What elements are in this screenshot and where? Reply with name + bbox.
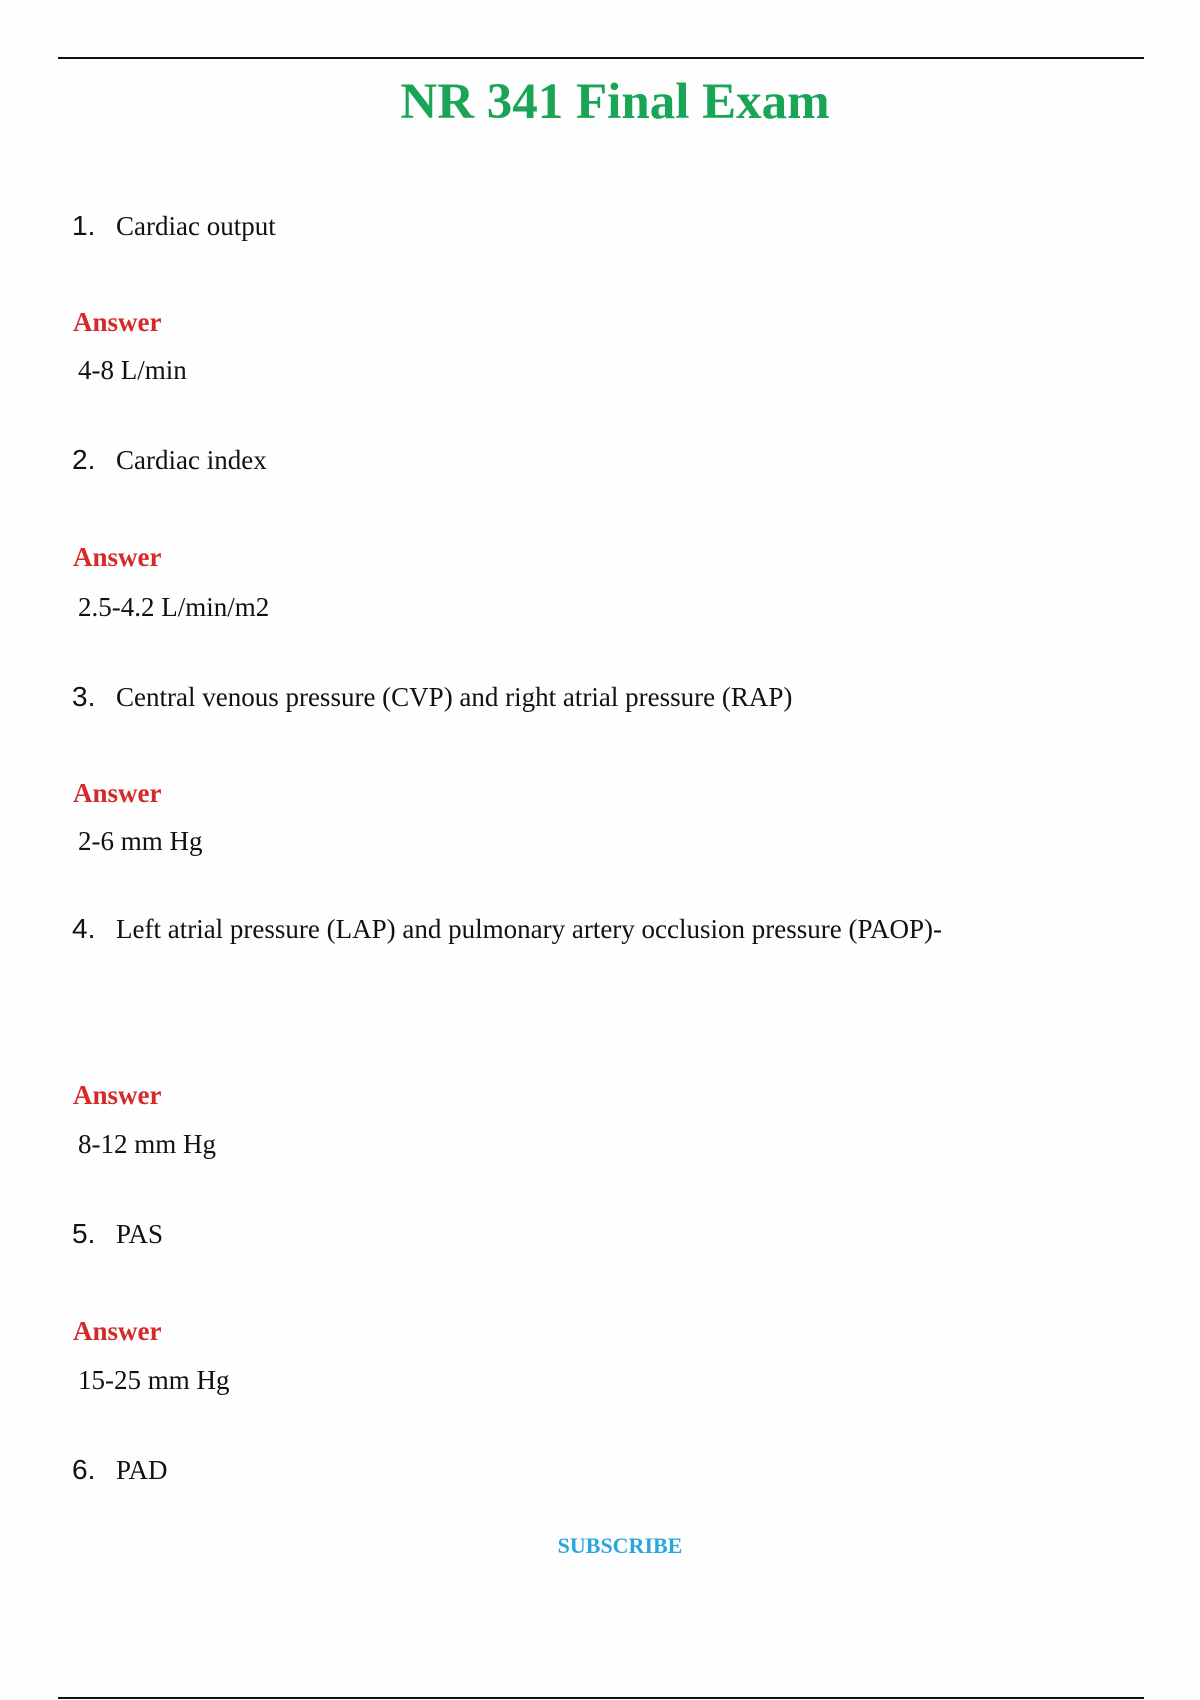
question-3 xyxy=(72,681,792,713)
answer-value: 8-12 mm Hg xyxy=(78,1129,216,1159)
question-text: Central venous pressure (CVP) and right atrial pressure (RAP) xyxy=(116,682,793,712)
question-number: 4. xyxy=(72,913,96,944)
question-4 xyxy=(72,913,942,945)
answer-value: 2.5-4.2 L/min/m2 xyxy=(78,592,270,622)
question-text: PAD xyxy=(116,1455,168,1485)
question-text: Cardiac index xyxy=(116,445,267,475)
question-text: Left atrial pressure (LAP) and pulmonary artery occlusion pressure (PAOP)- xyxy=(116,914,943,944)
answer-label: Answer xyxy=(73,1080,162,1110)
question-number: 1. xyxy=(72,210,96,241)
answer-value: 15-25 mm Hg xyxy=(78,1365,230,1395)
answer-label: Answer xyxy=(73,1316,162,1346)
top-rule xyxy=(58,57,1144,59)
question-number: 5. xyxy=(72,1218,96,1249)
question-2 xyxy=(72,444,267,476)
question-number: 6. xyxy=(72,1454,96,1485)
answer-value: 4-8 L/min xyxy=(78,355,187,385)
question-5 xyxy=(72,1218,163,1250)
question-number: 2. xyxy=(72,444,96,475)
answer-label: Answer xyxy=(73,307,162,337)
bottom-rule xyxy=(58,1697,1144,1699)
subscribe-link[interactable]: SUBSCRIBE xyxy=(557,1533,683,1558)
question-text: Cardiac output xyxy=(116,211,276,241)
question-6 xyxy=(72,1454,168,1486)
answer-value: 2-6 mm Hg xyxy=(78,826,203,856)
answer-label: Answer xyxy=(73,778,162,808)
question-text: PAS xyxy=(116,1219,164,1249)
page-title: NR 341 Final Exam xyxy=(400,74,830,130)
question-1 xyxy=(72,210,276,242)
question-number: 3. xyxy=(72,681,96,712)
answer-label: Answer xyxy=(73,542,162,572)
